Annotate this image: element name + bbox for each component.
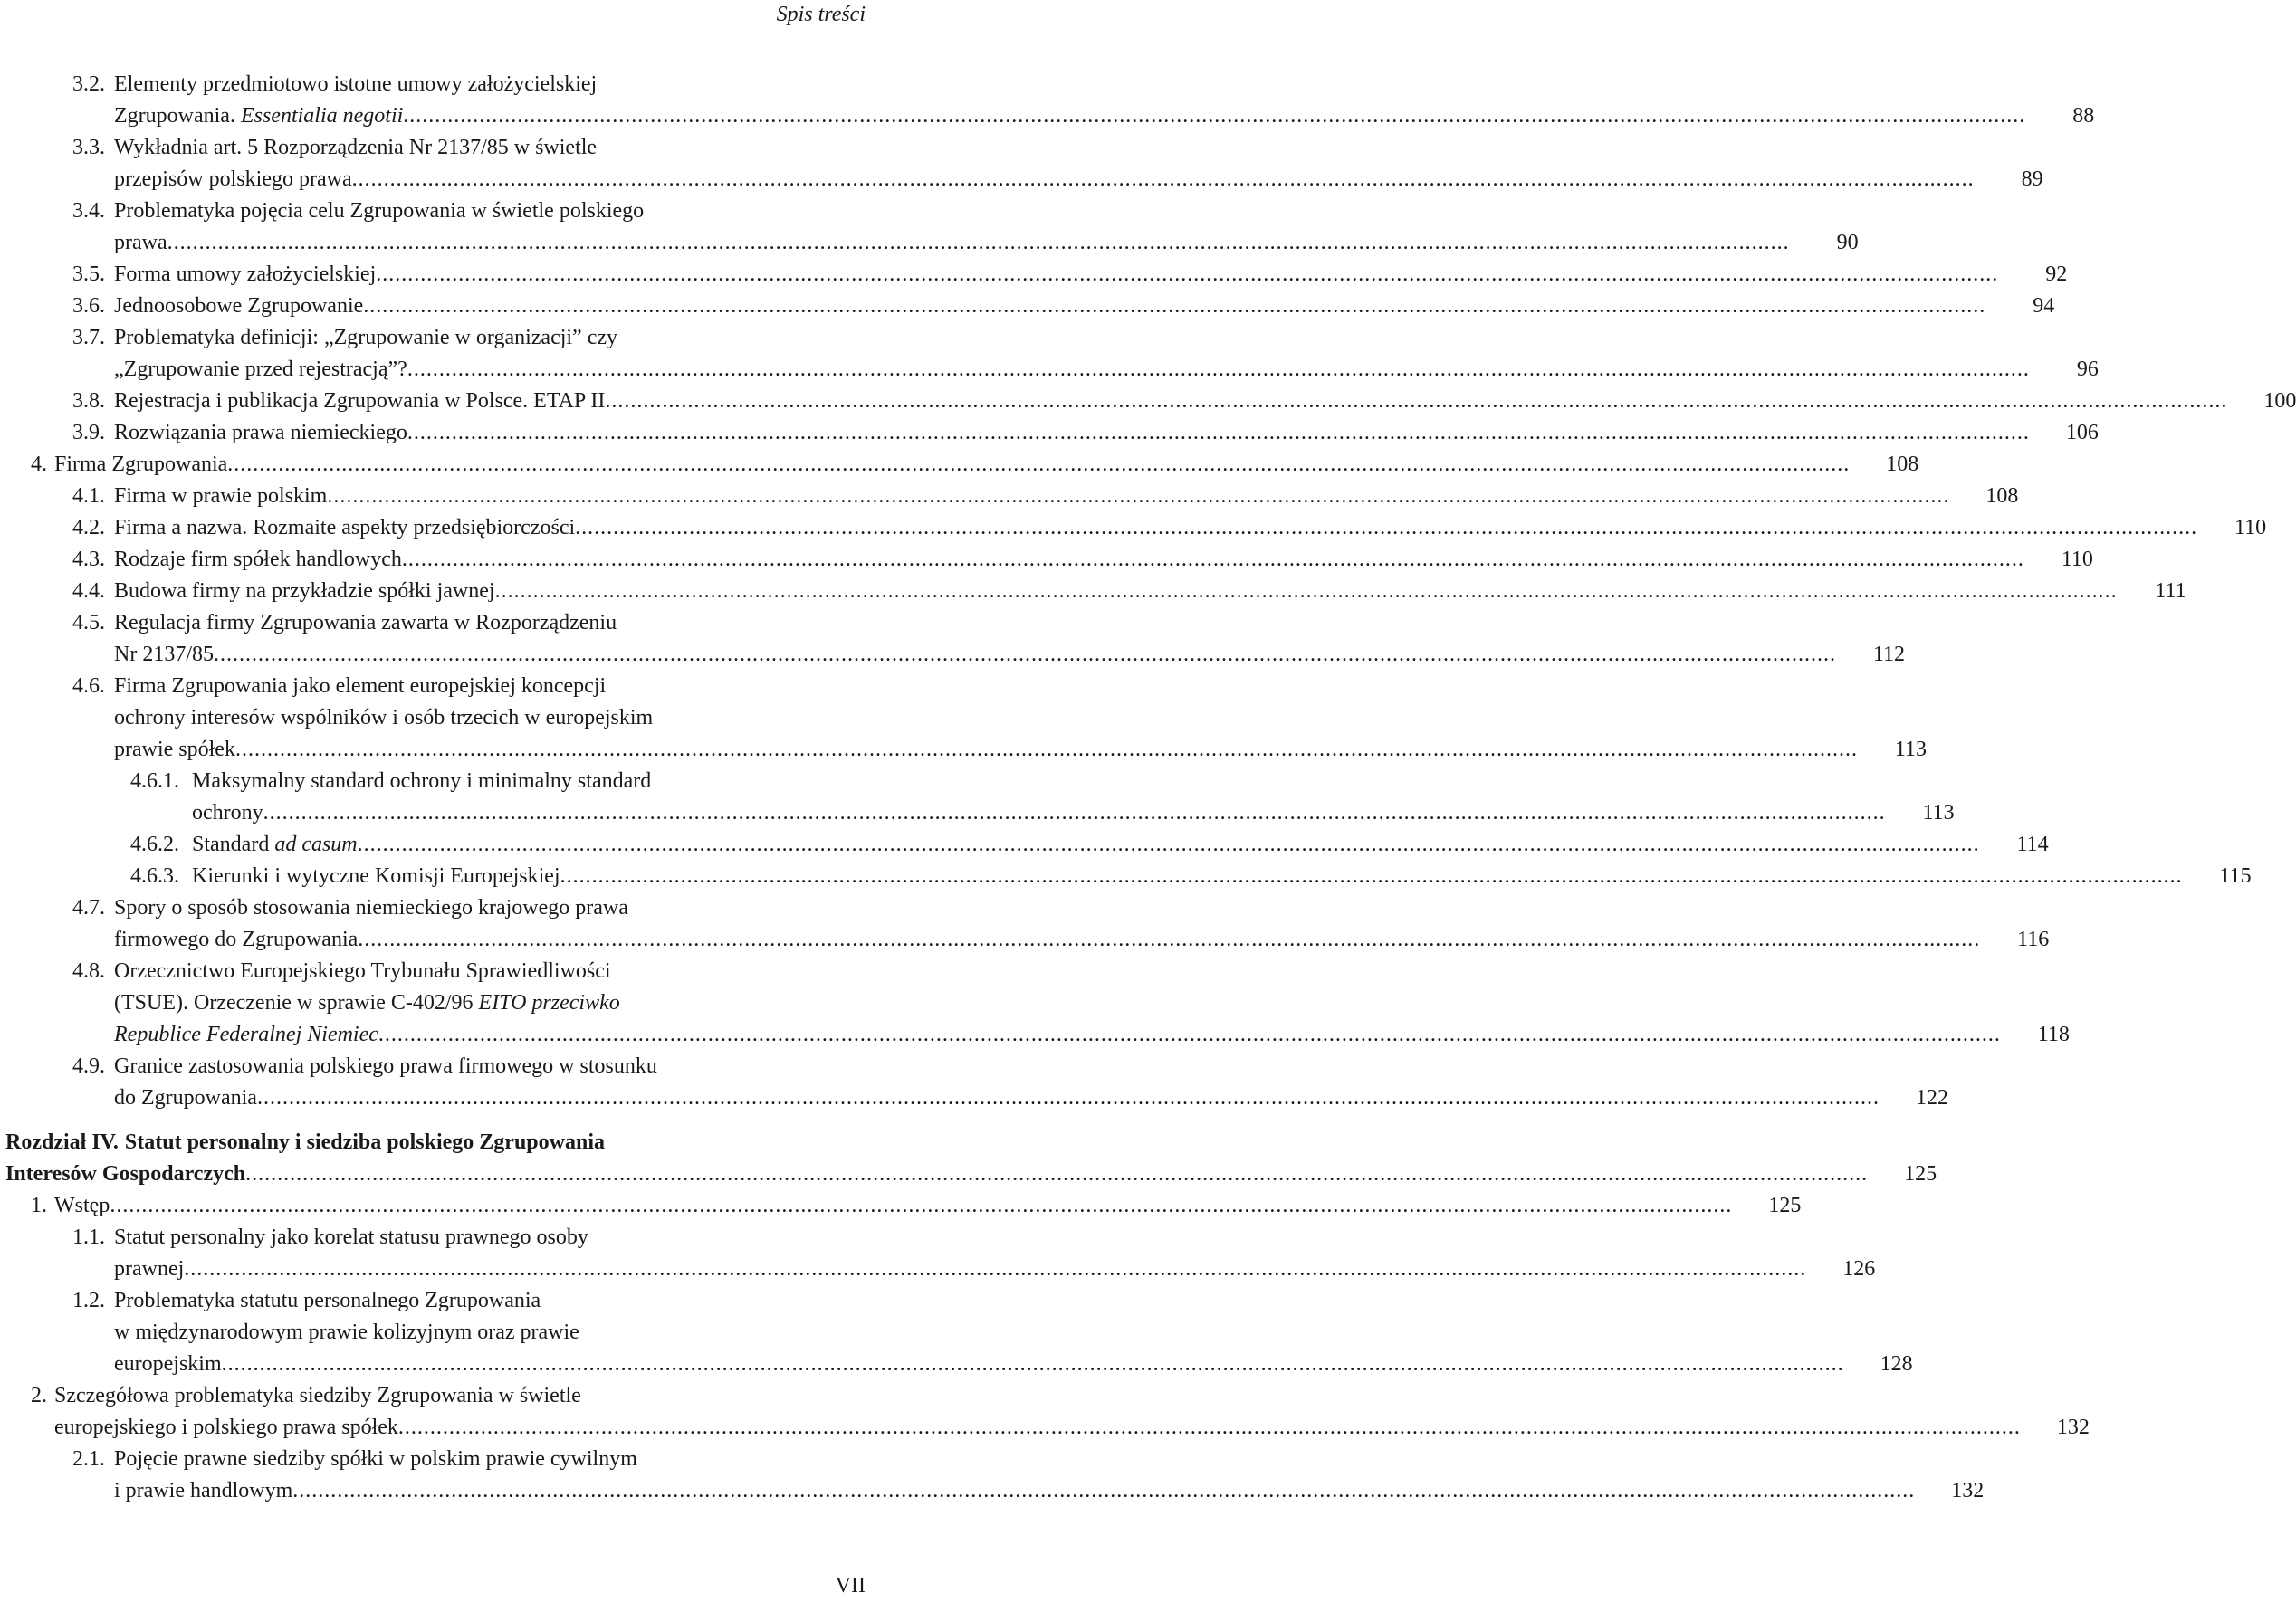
toc-chapter-entry <box>0 1127 1937 1190</box>
toc-line <box>0 987 869 1019</box>
toc-line <box>0 100 2095 132</box>
toc-title-text: prawie spółek <box>114 738 235 761</box>
toc-entry <box>0 1190 1802 1222</box>
dot-leader <box>214 639 1836 671</box>
toc-title-line <box>114 417 407 449</box>
toc-number: 3.2. <box>72 72 105 96</box>
toc-line <box>0 291 2055 322</box>
page-number: 122 <box>1915 1086 1948 1110</box>
toc-title-text: Rozwiązania prawa niemieckiego <box>114 421 407 444</box>
dot-leader <box>560 861 2183 892</box>
toc-title-text: Standard <box>192 833 270 856</box>
toc-title-line <box>114 69 597 100</box>
toc-title-text: Statut personalny i siedziba polskiego Zgrupowania <box>124 1130 606 1154</box>
toc-line <box>0 1082 1948 1114</box>
toc-title-text: i prawie handlowym <box>114 1479 293 1502</box>
toc-title-text: Spory o sposób stosowania niemieckiego krajowego prawa <box>114 896 628 920</box>
toc-title-text: Jednoosobowe Zgrupowanie <box>114 294 364 318</box>
toc-line <box>0 449 1919 481</box>
toc-line <box>0 1159 1937 1190</box>
toc-title-text: Wstęp <box>54 1194 110 1217</box>
toc-title-line <box>54 1412 398 1444</box>
toc-title-line <box>114 322 617 354</box>
page-number: 108 <box>1886 453 1919 476</box>
dot-leader <box>292 1475 1915 1507</box>
toc-title-line <box>5 1159 245 1190</box>
page-number: 116 <box>2017 928 2050 951</box>
toc-line <box>0 1254 1876 1285</box>
toc-title-line <box>114 671 606 702</box>
toc-line <box>0 734 1927 766</box>
toc-entry <box>0 322 2099 386</box>
toc-line <box>0 417 2099 449</box>
toc-number: 3.8. <box>72 389 105 413</box>
toc-title-line <box>114 227 167 259</box>
dot-leader <box>358 829 1980 861</box>
toc-entry <box>0 1051 1948 1114</box>
page-number: 115 <box>2219 864 2252 888</box>
toc-title-text: Nr 2137/85 <box>114 643 214 666</box>
toc-entry <box>0 291 2055 322</box>
toc-title-line <box>114 1285 541 1317</box>
toc-number: 4.3. <box>72 548 105 571</box>
toc-line <box>0 69 869 100</box>
toc-entry <box>0 1285 1913 1380</box>
toc-entry <box>0 1380 2090 1444</box>
toc-title-text: Pojęcie prawne siedziby spółki w polskim prawie cywilnym <box>114 1447 637 1471</box>
toc-title-text: Statut personalny jako korelat statusu prawnego osoby <box>114 1225 588 1249</box>
toc-entry <box>0 386 2296 417</box>
toc-title-text: Kierunki i wytyczne Komisji Europejskiej <box>192 864 560 888</box>
toc-number: 4.6. <box>72 674 105 698</box>
toc-title-text: Regulacja firmy Zgrupowania zawarta w Rozporządzeniu <box>114 611 617 634</box>
toc-line <box>0 1444 869 1475</box>
page-number: 110 <box>2234 516 2267 539</box>
toc-title-line <box>114 354 407 386</box>
toc-line <box>0 1285 869 1317</box>
toc-title-italic: Republice Federalnej Niemiec <box>114 1023 378 1046</box>
toc-title-line <box>114 987 620 1019</box>
toc-line <box>0 386 2296 417</box>
toc-entry <box>0 671 1927 766</box>
toc-title-line <box>54 449 227 481</box>
toc-entry <box>0 861 2252 892</box>
dot-leader <box>407 417 2030 449</box>
toc-title-text: Maksymalny standard ochrony i minimalny standard <box>192 769 652 793</box>
toc-title-text: prawnej <box>114 1257 185 1281</box>
page-number: 111 <box>2155 579 2186 603</box>
toc-title-line <box>114 386 605 417</box>
toc-line <box>0 322 869 354</box>
toc-title-text: Szczegółowa problematyka siedziby Zgrupowania w świetle <box>54 1384 581 1407</box>
dot-leader <box>398 1412 2021 1444</box>
toc-entry <box>0 1444 1985 1507</box>
toc-line <box>0 1019 2070 1051</box>
page-number: 132 <box>1951 1479 1985 1502</box>
dot-leader <box>110 1190 1732 1222</box>
toc-entry <box>0 892 2050 956</box>
dot-leader <box>575 512 2197 544</box>
toc-number: 4.9. <box>72 1054 105 1078</box>
toc-title-text: Rodzaje firm spółek handlowych <box>114 548 402 571</box>
toc-entry <box>0 607 1905 671</box>
toc-line <box>0 956 869 987</box>
toc-number: 2. <box>31 1384 47 1407</box>
toc-entry <box>0 956 2070 1051</box>
toc-title-text: ochrony interesów wspólników i osób trzecich w europejskim <box>114 706 654 729</box>
toc-line <box>0 892 869 924</box>
toc-title-text: Granice zastosowania polskiego prawa firmowego w stosunku <box>114 1054 657 1078</box>
toc-entry <box>0 195 1859 259</box>
toc-title-line <box>125 1127 605 1159</box>
toc-title-line <box>114 956 611 987</box>
dot-leader <box>222 1349 1844 1380</box>
page-number: 90 <box>1836 231 1859 254</box>
dot-leader <box>257 1082 1880 1114</box>
toc-number: 3.4. <box>72 199 105 223</box>
toc-line <box>0 354 2099 386</box>
toc-title-text: Problematyka definicji: „Zgrupowanie w organizacji” czy <box>114 326 618 349</box>
toc-entry <box>0 132 2043 195</box>
toc-entry <box>0 449 1919 481</box>
toc-title-line <box>192 766 651 797</box>
toc-title-text: do Zgrupowania <box>114 1086 257 1110</box>
toc-title-line <box>114 164 352 195</box>
dot-leader <box>495 576 2118 607</box>
toc-number: 4.6.1. <box>130 769 179 793</box>
page-number: 126 <box>1842 1257 1876 1281</box>
toc-line <box>0 861 2252 892</box>
toc-title-text: Interesów Gospodarczych <box>5 1162 246 1186</box>
toc-number: 4.6.3. <box>130 864 179 888</box>
toc-line <box>0 1190 1802 1222</box>
toc-title-line <box>114 132 597 164</box>
dot-leader <box>605 386 2227 417</box>
toc-entry <box>0 766 1955 829</box>
toc-title-line <box>192 829 358 861</box>
page-number: 125 <box>1768 1194 1802 1217</box>
toc-number: 3.9. <box>72 421 105 444</box>
toc-line <box>0 671 869 702</box>
page-number: 106 <box>2065 421 2099 444</box>
dot-leader <box>263 797 1886 829</box>
toc-line <box>0 1475 1985 1507</box>
dot-leader <box>403 100 2025 132</box>
toc-line <box>0 1222 869 1254</box>
toc-number: 1.2. <box>72 1289 105 1312</box>
toc-title-line <box>54 1190 110 1222</box>
toc-line <box>0 481 2019 512</box>
toc-line <box>0 607 869 639</box>
toc-line <box>0 576 2186 607</box>
dot-leader <box>327 481 1949 512</box>
page-number: 132 <box>2056 1416 2090 1439</box>
toc-title-text: Budowa firmy na przykładzie spółki jawnej <box>114 579 495 603</box>
toc-title-italic: ad casum <box>274 833 358 856</box>
toc-title-line <box>114 1317 579 1349</box>
toc-line <box>0 797 1955 829</box>
toc-title-text: Zgrupowania. <box>114 104 235 128</box>
toc-number: 4.5. <box>72 611 105 634</box>
dot-leader <box>352 164 1975 195</box>
toc-number: 1. <box>31 1194 47 1217</box>
toc-title-text: Firma w prawie polskim <box>114 484 328 508</box>
toc-entry <box>0 481 2019 512</box>
toc-entry <box>0 544 2093 576</box>
toc-entry <box>0 829 2049 861</box>
page-number: 113 <box>1922 801 1955 825</box>
page-number: 110 <box>2061 548 2093 571</box>
toc-number: 4.6.2. <box>130 833 179 856</box>
toc-title-line <box>114 481 327 512</box>
toc-number: 2.1. <box>72 1447 105 1471</box>
page-number: 94 <box>2033 294 2055 318</box>
toc-title-line <box>114 734 235 766</box>
toc-entry <box>0 69 2095 132</box>
toc-entry <box>0 259 2068 291</box>
toc-title-line <box>114 1444 637 1475</box>
toc-title-text: Firma Zgrupowania jako element europejskiej koncepcji <box>114 674 607 698</box>
table-of-contents <box>0 69 2296 1507</box>
toc-line <box>0 259 2068 291</box>
toc-title-text: Problematyka pojęcia celu Zgrupowania w świetle polskiego <box>114 199 645 223</box>
toc-title-line <box>54 1380 581 1412</box>
toc-title-line <box>114 1254 184 1285</box>
toc-number: 4.8. <box>72 959 105 983</box>
toc-line <box>0 1412 2090 1444</box>
toc-title-line <box>192 797 263 829</box>
toc-title-text: Forma umowy założycielskiej <box>114 262 377 286</box>
dot-leader <box>402 544 2024 576</box>
dot-leader <box>227 449 1850 481</box>
toc-title-line <box>114 639 214 671</box>
toc-number: 1.1. <box>72 1225 105 1249</box>
toc-entry <box>0 512 2267 544</box>
toc-title-line <box>114 100 403 132</box>
toc-line <box>0 1349 1913 1380</box>
dot-leader <box>378 1019 2001 1051</box>
page-number: 88 <box>2072 104 2095 128</box>
toc-entry <box>0 1222 1876 1285</box>
toc-title-text: Problematyka statutu personalnego Zgrupowania <box>114 1289 541 1312</box>
dot-leader <box>407 354 2030 386</box>
page-number: 125 <box>1904 1162 1937 1186</box>
dot-leader <box>376 259 1998 291</box>
page-number: 108 <box>1985 484 2019 508</box>
toc-title-line <box>114 1082 257 1114</box>
dot-leader <box>235 734 1858 766</box>
toc-title-text: Rejestracja i publikacja Zgrupowania w Polsce. ETAP II <box>114 389 606 413</box>
chapter-number: Rozdział IV. <box>5 1130 119 1154</box>
toc-line <box>0 132 869 164</box>
toc-title-line <box>114 607 617 639</box>
page-number: 89 <box>2021 167 2043 191</box>
dot-leader <box>245 1159 1868 1190</box>
toc-title-line <box>114 1051 657 1082</box>
toc-title-text: (TSUE). Orzeczenie w sprawie C-402/96 <box>114 991 474 1015</box>
toc-title-line <box>114 195 644 227</box>
toc-title-text: „Zgrupowanie przed rejestracją”? <box>114 358 407 381</box>
page-number: 118 <box>2037 1023 2070 1046</box>
toc-title-italic: EITO przeciwko <box>478 991 620 1015</box>
toc-title-line <box>114 512 575 544</box>
dot-leader <box>358 924 1980 956</box>
dot-leader <box>363 291 1985 322</box>
toc-title-text: europejskiego i polskiego prawa spółek <box>54 1416 398 1439</box>
page-number: 96 <box>2076 358 2099 381</box>
toc-number: 3.6. <box>72 294 105 318</box>
page-number: 128 <box>1880 1352 1913 1376</box>
toc-title-line <box>114 1222 588 1254</box>
toc-number: 3.3. <box>72 136 105 159</box>
toc-number: 4.7. <box>72 896 105 920</box>
toc-line <box>0 227 1859 259</box>
toc-line <box>0 1317 869 1349</box>
toc-title-line <box>114 892 628 924</box>
toc-title-text: Firma Zgrupowania <box>54 453 228 476</box>
toc-title-text: ochrony <box>192 801 263 825</box>
toc-title-text: Wykładnia art. 5 Rozporządzenia Nr 2137/85 w świetle <box>114 136 598 159</box>
toc-line <box>0 544 2093 576</box>
toc-title-line <box>114 544 402 576</box>
page-number: 113 <box>1894 738 1927 761</box>
toc-line <box>0 195 869 227</box>
toc-title-line <box>114 259 376 291</box>
toc-number: 4. <box>31 453 47 476</box>
page-folio: VII <box>835 1574 866 1597</box>
running-head: Spis treści <box>776 3 866 26</box>
toc-title-line <box>114 291 363 322</box>
page-number: 112 <box>1872 643 1905 666</box>
toc-title-text: w międzynarodowym prawie kolizyjnym oraz prawie <box>114 1321 579 1344</box>
toc-title-line <box>192 861 560 892</box>
toc-title-italic: Essentialia negotii <box>240 104 404 128</box>
toc-line <box>0 639 1905 671</box>
page-number: 100 <box>2263 389 2296 413</box>
toc-title-text: Elementy przedmiotowo istotne umowy założycielskiej <box>114 72 598 96</box>
toc-title-text: Orzecznictwo Europejskiego Trybunału Sprawiedliwości <box>114 959 611 983</box>
toc-line <box>0 1051 869 1082</box>
toc-title-line <box>114 1349 222 1380</box>
toc-number: 4.4. <box>72 579 105 603</box>
dot-leader <box>167 227 1790 259</box>
toc-number: 4.1. <box>72 484 105 508</box>
toc-title-line <box>114 576 495 607</box>
toc-number: 3.5. <box>72 262 105 286</box>
toc-number: 3.7. <box>72 326 105 349</box>
toc-line <box>0 829 2049 861</box>
dot-leader <box>184 1254 1806 1285</box>
toc-title-text: europejskim <box>114 1352 222 1376</box>
page-number: 92 <box>2045 262 2068 286</box>
toc-line <box>0 924 2050 956</box>
toc-title-line <box>114 1475 292 1507</box>
toc-title-text: przepisów polskiego prawa <box>114 167 352 191</box>
toc-title-text: prawa <box>114 231 167 254</box>
toc-title-line <box>114 702 653 734</box>
toc-line <box>0 1380 869 1412</box>
toc-title-line <box>114 1019 378 1051</box>
toc-line <box>0 164 2043 195</box>
toc-title-text: firmowego do Zgrupowania <box>114 928 359 951</box>
toc-line <box>0 512 2267 544</box>
toc-number: 4.2. <box>72 516 105 539</box>
toc-title-text: Firma a nazwa. Rozmaite aspekty przedsiębiorczości <box>114 516 576 539</box>
page-number: 114 <box>2016 833 2049 856</box>
toc-line <box>0 766 869 797</box>
toc-line <box>0 702 869 734</box>
toc-entry <box>0 417 2099 449</box>
toc-line <box>0 1127 869 1159</box>
toc-entry <box>0 576 2186 607</box>
toc-title-line <box>114 924 358 956</box>
